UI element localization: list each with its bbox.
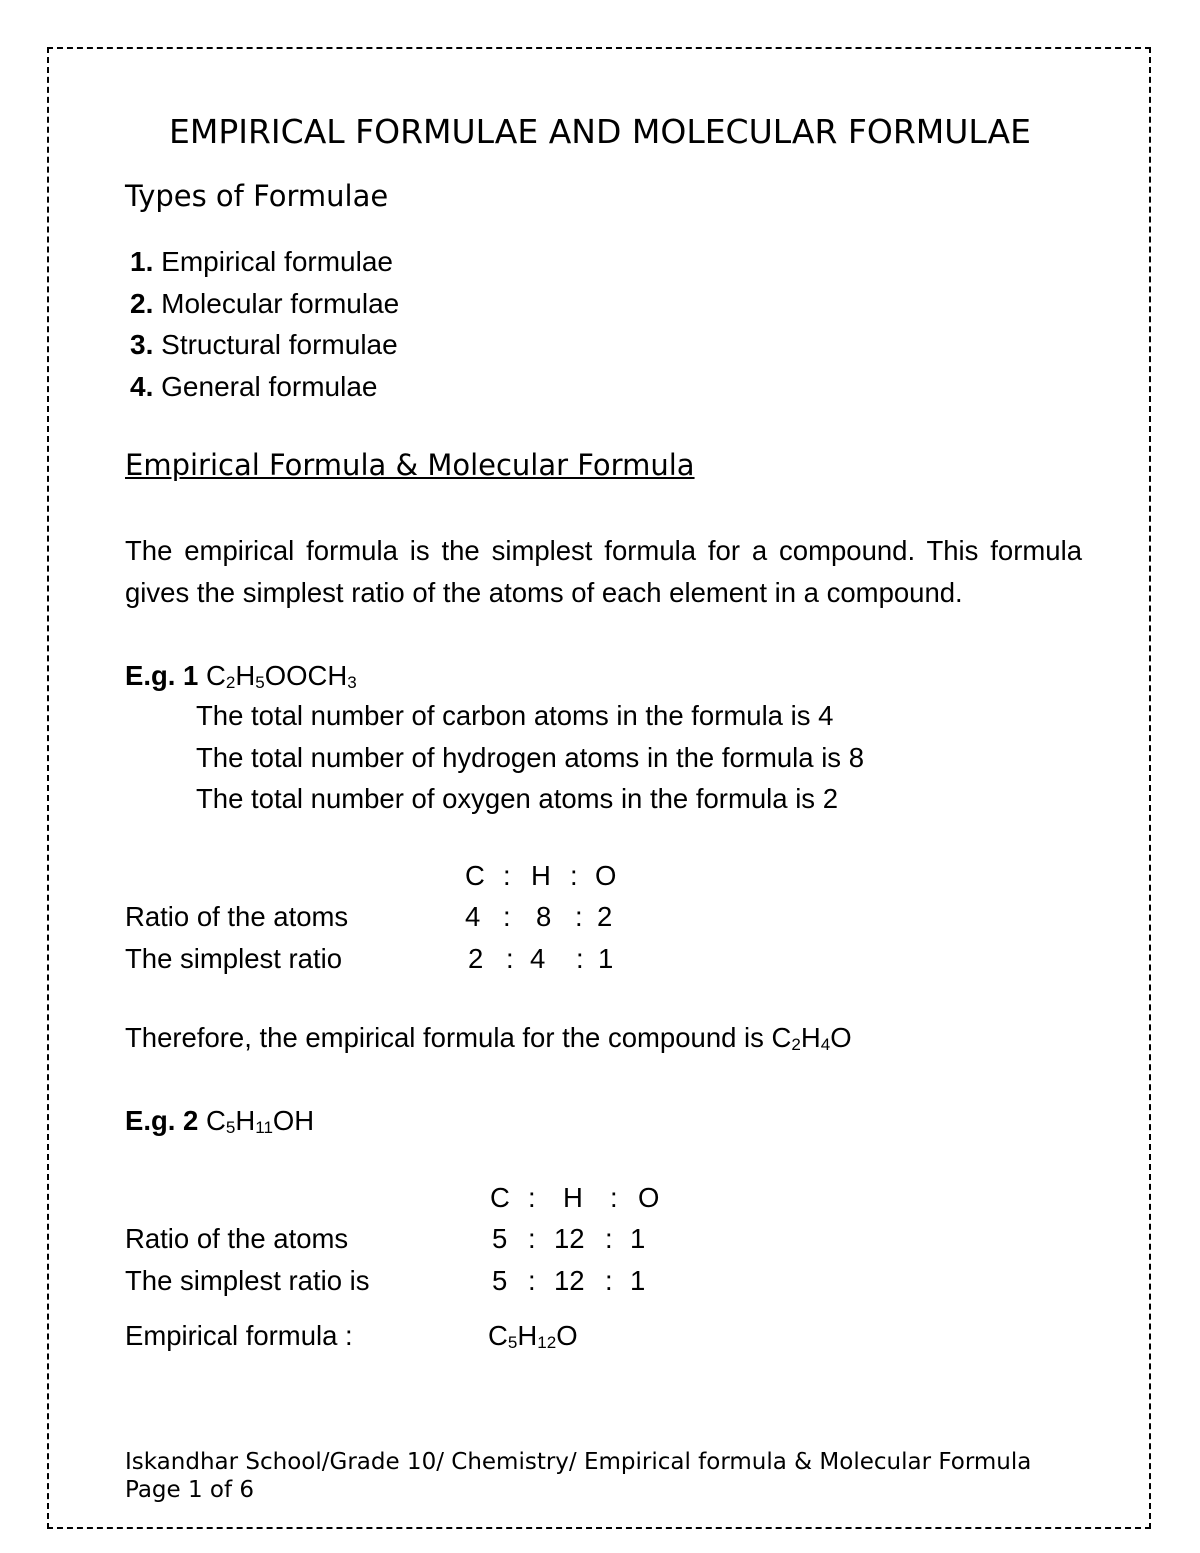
formula-subscript: 2 (225, 673, 236, 693)
formula-subscript: 2 (791, 1035, 801, 1055)
list-item (130, 241, 399, 283)
simplest-cell: : (506, 943, 514, 974)
page-footer (125, 1448, 1031, 1504)
simplest-cell: 2 (468, 943, 484, 974)
ratio-cell: 2 (597, 901, 613, 932)
formula-element: C (771, 1022, 792, 1053)
ratio-cell: 8 (536, 901, 552, 932)
simplest-cell: : (605, 1265, 613, 1296)
formula-subscript: 5 (507, 1333, 518, 1353)
list-number: 3. (130, 329, 154, 360)
page-title: EMPIRICAL FORMULAE AND MOLECULAR FORMULAE (169, 112, 1031, 151)
formula-subscript: 3 (347, 673, 357, 693)
formula-element: H (517, 1320, 538, 1351)
simplest-row-label: The simplest ratio is (125, 1265, 370, 1296)
example2-title (125, 1105, 314, 1137)
list-item (130, 366, 399, 408)
conclusion-formula (772, 1022, 852, 1053)
footer-path: Iskandhar School/Grade 10/ Chemistry/ Empirical formula & Molecular Formula (125, 1449, 1032, 1475)
list-number: 1. (130, 246, 154, 277)
types-list (130, 241, 399, 407)
formula-element: O (556, 1320, 578, 1351)
example1-fact-oxygen: The total number of oxygen atoms in the formula is 2 (196, 783, 838, 814)
formula-subscript: 4 (820, 1035, 831, 1055)
ratio-header-cell: : (570, 860, 578, 891)
ratio-cell: 4 (465, 901, 481, 932)
ratio-header-cell: : (610, 1182, 618, 1213)
ratio-cell: 12 (554, 1223, 585, 1254)
ratio-header-cell: H (563, 1182, 583, 1213)
ratio-header-cell: : (503, 860, 511, 891)
section-heading: Empirical Formula & Molecular Formula (125, 448, 695, 482)
simplest-cell: 4 (530, 943, 546, 974)
list-number: 2. (130, 287, 154, 319)
ratio-row-label: Ratio of the atoms (125, 1223, 349, 1254)
ratio-header-cell: C (490, 1182, 510, 1213)
formula-element: H (235, 660, 256, 691)
formula-element: C (206, 1105, 226, 1136)
simplest-cell: 1 (630, 1265, 646, 1296)
simplest-cell: : (528, 1265, 536, 1296)
ratio-header-cell: O (595, 860, 617, 891)
list-text: Structural formulae (161, 329, 398, 360)
example2-empirical-label: Empirical formula : (125, 1320, 353, 1351)
example2-empirical-formula (488, 1320, 578, 1352)
example1-title (125, 660, 357, 692)
types-heading: Types of Formulae (125, 179, 389, 213)
formula-element: H (800, 1022, 821, 1053)
ratio-cell: : (528, 1223, 536, 1254)
ratio-cell: : (503, 901, 511, 932)
formula-element: OOCH (264, 660, 348, 691)
footer-page-number: Page 1 of 6 (125, 1477, 255, 1503)
simplest-row-label: The simplest ratio (125, 943, 343, 974)
ratio-row-label: Ratio of the atoms (125, 901, 349, 932)
example1-label: E.g. 1 (125, 660, 199, 691)
list-text: Empirical formulae (161, 246, 393, 277)
example1-fact-carbon: The total number of carbon atoms in the formula is 4 (196, 700, 834, 731)
ratio-header-cell: C (465, 860, 485, 891)
formula-element: C (206, 660, 226, 691)
formula-subscript: 5 (225, 1118, 236, 1138)
ratio-cell: : (605, 1223, 613, 1254)
list-number: 4. (130, 370, 154, 402)
simplest-cell: 12 (554, 1265, 585, 1296)
list-item (130, 283, 399, 325)
simplest-cell: : (576, 943, 584, 974)
ratio-cell: : (575, 901, 583, 932)
list-item (130, 324, 399, 366)
list-text: General formulae (161, 370, 378, 402)
formula-subscript: 12 (537, 1333, 557, 1353)
ratio-header-cell: O (638, 1182, 660, 1213)
ratio-cell: 5 (492, 1223, 508, 1254)
ratio-header-cell: : (528, 1182, 536, 1213)
example1-fact-hydrogen: The total number of hydrogen atoms in the formula is 8 (196, 742, 864, 773)
formula-subscript: 5 (255, 673, 265, 693)
list-text: Molecular formulae (161, 287, 400, 319)
formula-element: O (830, 1022, 852, 1053)
simplest-cell: 1 (598, 943, 614, 974)
example2-formula (206, 1105, 314, 1136)
example2-label: E.g. 2 (125, 1105, 199, 1136)
example1-formula (206, 660, 357, 691)
ratio-cell: 1 (630, 1223, 646, 1254)
ratio-header-cell: H (531, 860, 551, 891)
formula-element: OH (272, 1105, 315, 1136)
conclusion-text: Therefore, the empirical formula for the compound is (125, 1022, 772, 1053)
intro-paragraph: The empirical formula is the simplest formula for a compound. This formula gives the simplest ratio of the atoms of each element in a compound. (125, 535, 1082, 608)
example1-conclusion (125, 1022, 852, 1054)
formula-element: H (235, 1105, 256, 1136)
formula-subscript: 11 (255, 1118, 273, 1138)
formula-element: C (488, 1320, 508, 1351)
simplest-cell: 5 (492, 1265, 508, 1296)
